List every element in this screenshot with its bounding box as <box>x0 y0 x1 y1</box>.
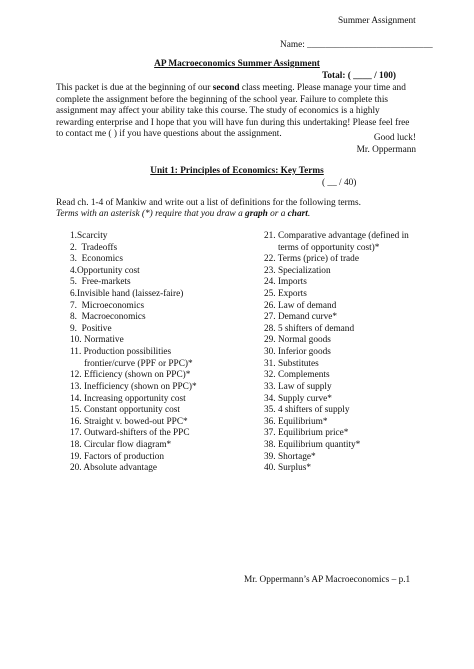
intro-line: rewarding enterprise and I hope that you will have fun during this undertaking! Please feel free <box>56 117 410 128</box>
term-item: 16. Straight v. bowed-out PPC* <box>70 416 188 427</box>
term-item: 6.Invisible hand (laissez-faire) <box>70 289 184 300</box>
term-item: 19. Factors of production <box>70 451 164 462</box>
intro-line: to contact me ( ) if you have questions about the assignment. <box>56 129 282 140</box>
header-label: Summer Assignment <box>338 16 416 26</box>
signature: Mr. Oppermann <box>356 145 416 155</box>
term-item: 12. Efficiency (shown on PPC)* <box>70 370 191 381</box>
term-item: 15. Constant opportunity cost <box>70 405 181 416</box>
term-item: 2. Tradeoffs <box>70 242 118 253</box>
term-item: 3. Economics <box>70 254 123 265</box>
asterisk-note: Terms with an asterisk (*) require that you draw a graph or a chart. <box>56 209 311 219</box>
term-item: 22. Terms (price) of trade <box>264 254 359 265</box>
term-item: 21. Comparative advantage (defined in <box>264 231 409 241</box>
term-item: 28. 5 shifters of demand <box>264 323 355 334</box>
term-item: 9. Positive <box>70 323 112 334</box>
term-item: 39. Shortage* <box>264 451 316 462</box>
term-item: terms of opportunity cost)* <box>264 242 380 253</box>
unit-score: ( __ / 40) <box>322 178 357 188</box>
name-field-label: Name: ___________________________ <box>280 40 433 50</box>
term-item: 5. Free-markets <box>70 277 131 288</box>
intro-line: assignment may affect your ability take this course. The study of economics is a highly <box>56 106 380 117</box>
term-item: 18. Circular flow diagram* <box>70 439 172 450</box>
term-item: 26. Law of demand <box>264 300 337 311</box>
term-item: 8. Macroeconomics <box>70 312 146 323</box>
page-title: AP Macroeconomics Summer Assignment <box>154 59 320 69</box>
term-item: 31. Substitutes <box>264 358 319 369</box>
term-item: 34. Supply curve* <box>264 393 332 404</box>
term-item: 10. Normative <box>70 335 124 346</box>
term-item: 29. Normal goods <box>264 335 331 346</box>
term-item: 24. Imports <box>264 277 307 288</box>
closing-text: Good luck! <box>373 133 416 143</box>
term-item: 14. Increasing opportunity cost <box>70 393 186 404</box>
total-score: Total: ( ____ / 100) <box>322 71 397 81</box>
term-item: 23. Specialization <box>264 265 331 276</box>
intro-line: complete the assignment before the beginning of the school year. Failure to complete this <box>56 94 389 105</box>
footer-text: Mr. Oppermann’s AP Macroeconomics – p.1 <box>244 575 411 585</box>
term-item: 32. Complements <box>264 370 330 381</box>
term-item: frontier/curve (PPF or PPC)* <box>70 358 193 369</box>
term-item: 35. 4 shifters of supply <box>264 405 350 416</box>
terms-list-right <box>264 231 409 475</box>
intro-paragraph <box>56 83 418 141</box>
term-item: 11. Production possibilities <box>70 347 172 358</box>
term-item: 1.Scarcity <box>70 231 108 241</box>
term-item: 20. Absolute advantage <box>70 463 158 474</box>
term-item: 17. Outward-shifters of the PPC <box>70 428 190 439</box>
term-item: 25. Exports <box>264 289 307 300</box>
term-item: 4.Opportunity cost <box>70 265 140 276</box>
term-item: 7. Microeconomics <box>70 300 145 311</box>
term-item: 36. Equilibrium* <box>264 416 328 427</box>
term-item: 37. Equilibrium price* <box>264 428 349 439</box>
term-item: 40. Surplus* <box>264 463 312 474</box>
term-item: 13. Inefficiency (shown on PPC)* <box>70 381 197 392</box>
unit-heading: Unit 1: Principles of Economics: Key Terms <box>150 166 324 176</box>
intro-line-1: This packet is due at the beginning of our second class meeting. Please manage your time and <box>56 83 406 93</box>
instruction-text: Read ch. 1-4 of Mankiw and write out a list of definitions for the following terms. <box>56 198 361 208</box>
term-item: 27. Demand curve* <box>264 312 338 323</box>
term-item: 30. Inferior goods <box>264 347 331 358</box>
terms-list-left <box>70 231 197 475</box>
term-item: 33. Law of supply <box>264 381 332 392</box>
term-item: 38. Equilibrium quantity* <box>264 439 361 450</box>
